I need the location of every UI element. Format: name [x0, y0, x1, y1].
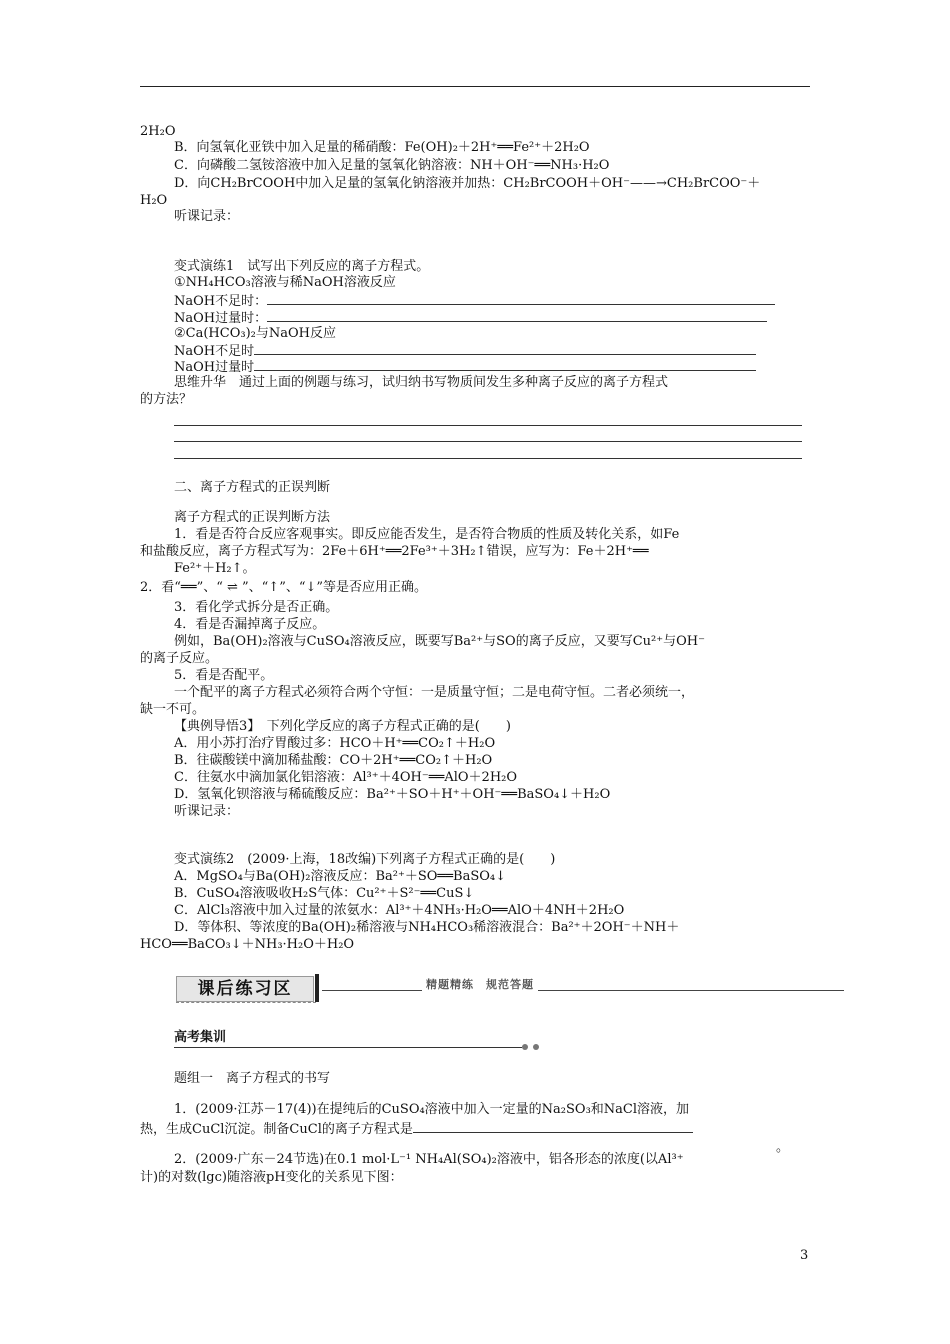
text-line: ②Ca(HCO₃)₂与NaOH反应: [174, 326, 336, 341]
answer-label: 热，生成CuCl沉淀。制备CuCl的离子方程式是: [140, 1122, 413, 1137]
banner-title: 课后练习区: [176, 976, 314, 1002]
text-line: 的离子反应。: [140, 651, 219, 666]
text-line: 和盐酸反应，离子方程式写为：2Fe＋6H⁺══2Fe³⁺＋3H₂↑错误，应写为：Fe＋2H⁺══: [140, 544, 649, 559]
section-title: 二、离子方程式的正误判断: [174, 480, 331, 495]
option-b: B．往碳酸镁中滴加稀盐酸：CO＋2H⁺══CO₂↑＋H₂O: [174, 753, 493, 768]
answer-blank[interactable]: [174, 458, 802, 459]
header-rule: [140, 86, 810, 87]
text-line: 思维升华 通过上面的例题与练习，试归纳书写物质间发生多种离子反应的离子方程式: [174, 375, 669, 390]
text-line: [174, 292, 775, 310]
dot-icon: [522, 1044, 528, 1050]
text-line: 计)的对数(lgc)随溶液pH变化的关系见下图：: [140, 1170, 403, 1185]
text-line: B．向氢氧化亚铁中加入足量的稀硝酸：Fe(OH)₂＋2H⁺══Fe²⁺＋2H₂O: [174, 140, 590, 155]
answer-label: NaOH过量时：: [174, 311, 268, 326]
section-heading: 高考集训: [174, 1030, 227, 1045]
answer-blank[interactable]: [174, 441, 802, 442]
answer-blank[interactable]: [413, 1120, 693, 1133]
answer-blank[interactable]: [174, 425, 802, 426]
exercise-title: 变式演练2 (2009·上海，18改编)下列离子方程式正确的是( ): [174, 852, 556, 867]
text-line: C．向磷酸二氢铵溶液中加入足量的氢氧化钠溶液：NH＋OH⁻══NH₃·H₂O: [174, 158, 610, 173]
text-line: [174, 309, 767, 327]
text-line: 例如，Ba(OH)₂溶液与CuSO₄溶液反应，既要写Ba²⁺与SO的离子反应，又要写Cu²⁺与OH⁻: [174, 634, 705, 649]
banner-dashed-rule: [176, 1002, 316, 1003]
text-line: 1．看是否符合反应客观事实。即反应能否发生，是否符合物质的性质及转化关系，如Fe: [174, 527, 680, 542]
banner-rule: [322, 990, 844, 991]
text-line: HCO══BaCO₃↓＋NH₃·H₂O＋H₂O: [140, 937, 355, 952]
answer-blank[interactable]: [254, 342, 756, 355]
answer-blank[interactable]: [254, 358, 756, 371]
answer-label: NaOH不足时：: [174, 294, 268, 309]
group-title: 题组一 离子方程式的书写: [174, 1071, 331, 1086]
text-line: [140, 1120, 693, 1138]
text-line: 听课记录：: [174, 209, 240, 224]
text-line: Fe²⁺＋H₂↑。: [174, 561, 256, 576]
text-line: 离子方程式的正误判断方法: [174, 510, 331, 525]
banner-bar: [315, 974, 319, 1002]
answer-label: NaOH不足时: [174, 344, 255, 359]
exercise-title: 变式演练1 试写出下列反应的离子方程式。: [174, 259, 430, 274]
text-line: 一个配平的离子方程式必须符合两个守恒：一是质量守恒；二是电荷守恒。二者必须统一，: [174, 685, 695, 700]
text-line: D．向CH₂BrCOOH中加入足量的氢氧化钠溶液并加热：CH₂BrCOOH＋OH⁻——→CH₂BrCOO⁻＋: [174, 176, 761, 191]
text-line: H₂O: [140, 193, 168, 208]
option-a: A．MgSO₄与Ba(OH)₂溶液反应：Ba²⁺＋SO══BaSO₄↓: [174, 869, 507, 884]
text-line: 的方法？: [140, 392, 193, 407]
option-c: C．往氨水中滴加氯化铝溶液：Al³⁺＋4OH⁻══AlO＋2H₂O: [174, 770, 518, 785]
page-number: 3: [800, 1248, 809, 1263]
option-b: B．CuSO₄溶液吸收H₂S气体：Cu²⁺＋S²⁻══CuS↓: [174, 886, 475, 901]
text-line: 2．看“══”、“ ⇌ ”、“↑”、“↓”等是否应用正确。: [140, 580, 428, 595]
section-banner: [176, 970, 844, 1004]
banner-tag: 精题精练 规范答题: [422, 976, 538, 992]
text-line: 听课记录：: [174, 804, 240, 819]
text-line: 1．(2009·江苏－17(4))在提纯后的CuSO₄溶液中加入一定量的Na₂SO₃和NaCl溶液，加: [174, 1102, 690, 1117]
text-line: 。: [776, 1140, 790, 1155]
example-title: 【典例导悟3】 下列化学反应的离子方程式正确的是( ): [174, 719, 511, 734]
text-line: 5．看是否配平。: [174, 668, 274, 683]
answer-label: NaOH过量时: [174, 360, 255, 375]
answer-blank[interactable]: [267, 309, 767, 322]
text-line: [174, 358, 756, 376]
answer-blank[interactable]: [267, 292, 775, 305]
text-line: 3．看化学式拆分是否正确。: [174, 600, 339, 615]
text-line: 2H₂O: [140, 124, 176, 139]
heading-rule: [174, 1047, 522, 1048]
text-line: ①NH₄HCO₃溶液与稀NaOH溶液反应: [174, 275, 396, 290]
text-line: 缺一不可。: [140, 702, 206, 717]
option-a: A．用小苏打治疗胃酸过多：HCO＋H⁺══CO₂↑＋H₂O: [174, 736, 496, 751]
text-line: 2．(2009·广东－24节选)在0.1 mol·L⁻¹ NH₄Al(SO₄)₂溶液中，铝各形态的浓度(以Al³⁺: [174, 1152, 684, 1167]
dot-icon: [533, 1044, 539, 1050]
option-c: C．AlCl₃溶液中加入过量的浓氨水：Al³⁺＋4NH₃·H₂O══AlO＋4NH＋2H₂O: [174, 903, 625, 918]
option-d: D．氢氧化钡溶液与稀硫酸反应：Ba²⁺＋SO＋H⁺＋OH⁻══BaSO₄↓＋H₂O: [174, 787, 611, 802]
text-line: 4．看是否漏掉离子反应。: [174, 617, 326, 632]
option-d: D．等体积、等浓度的Ba(OH)₂稀溶液与NH₄HCO₃稀溶液混合：Ba²⁺＋2OH⁻＋NH＋: [174, 920, 680, 935]
